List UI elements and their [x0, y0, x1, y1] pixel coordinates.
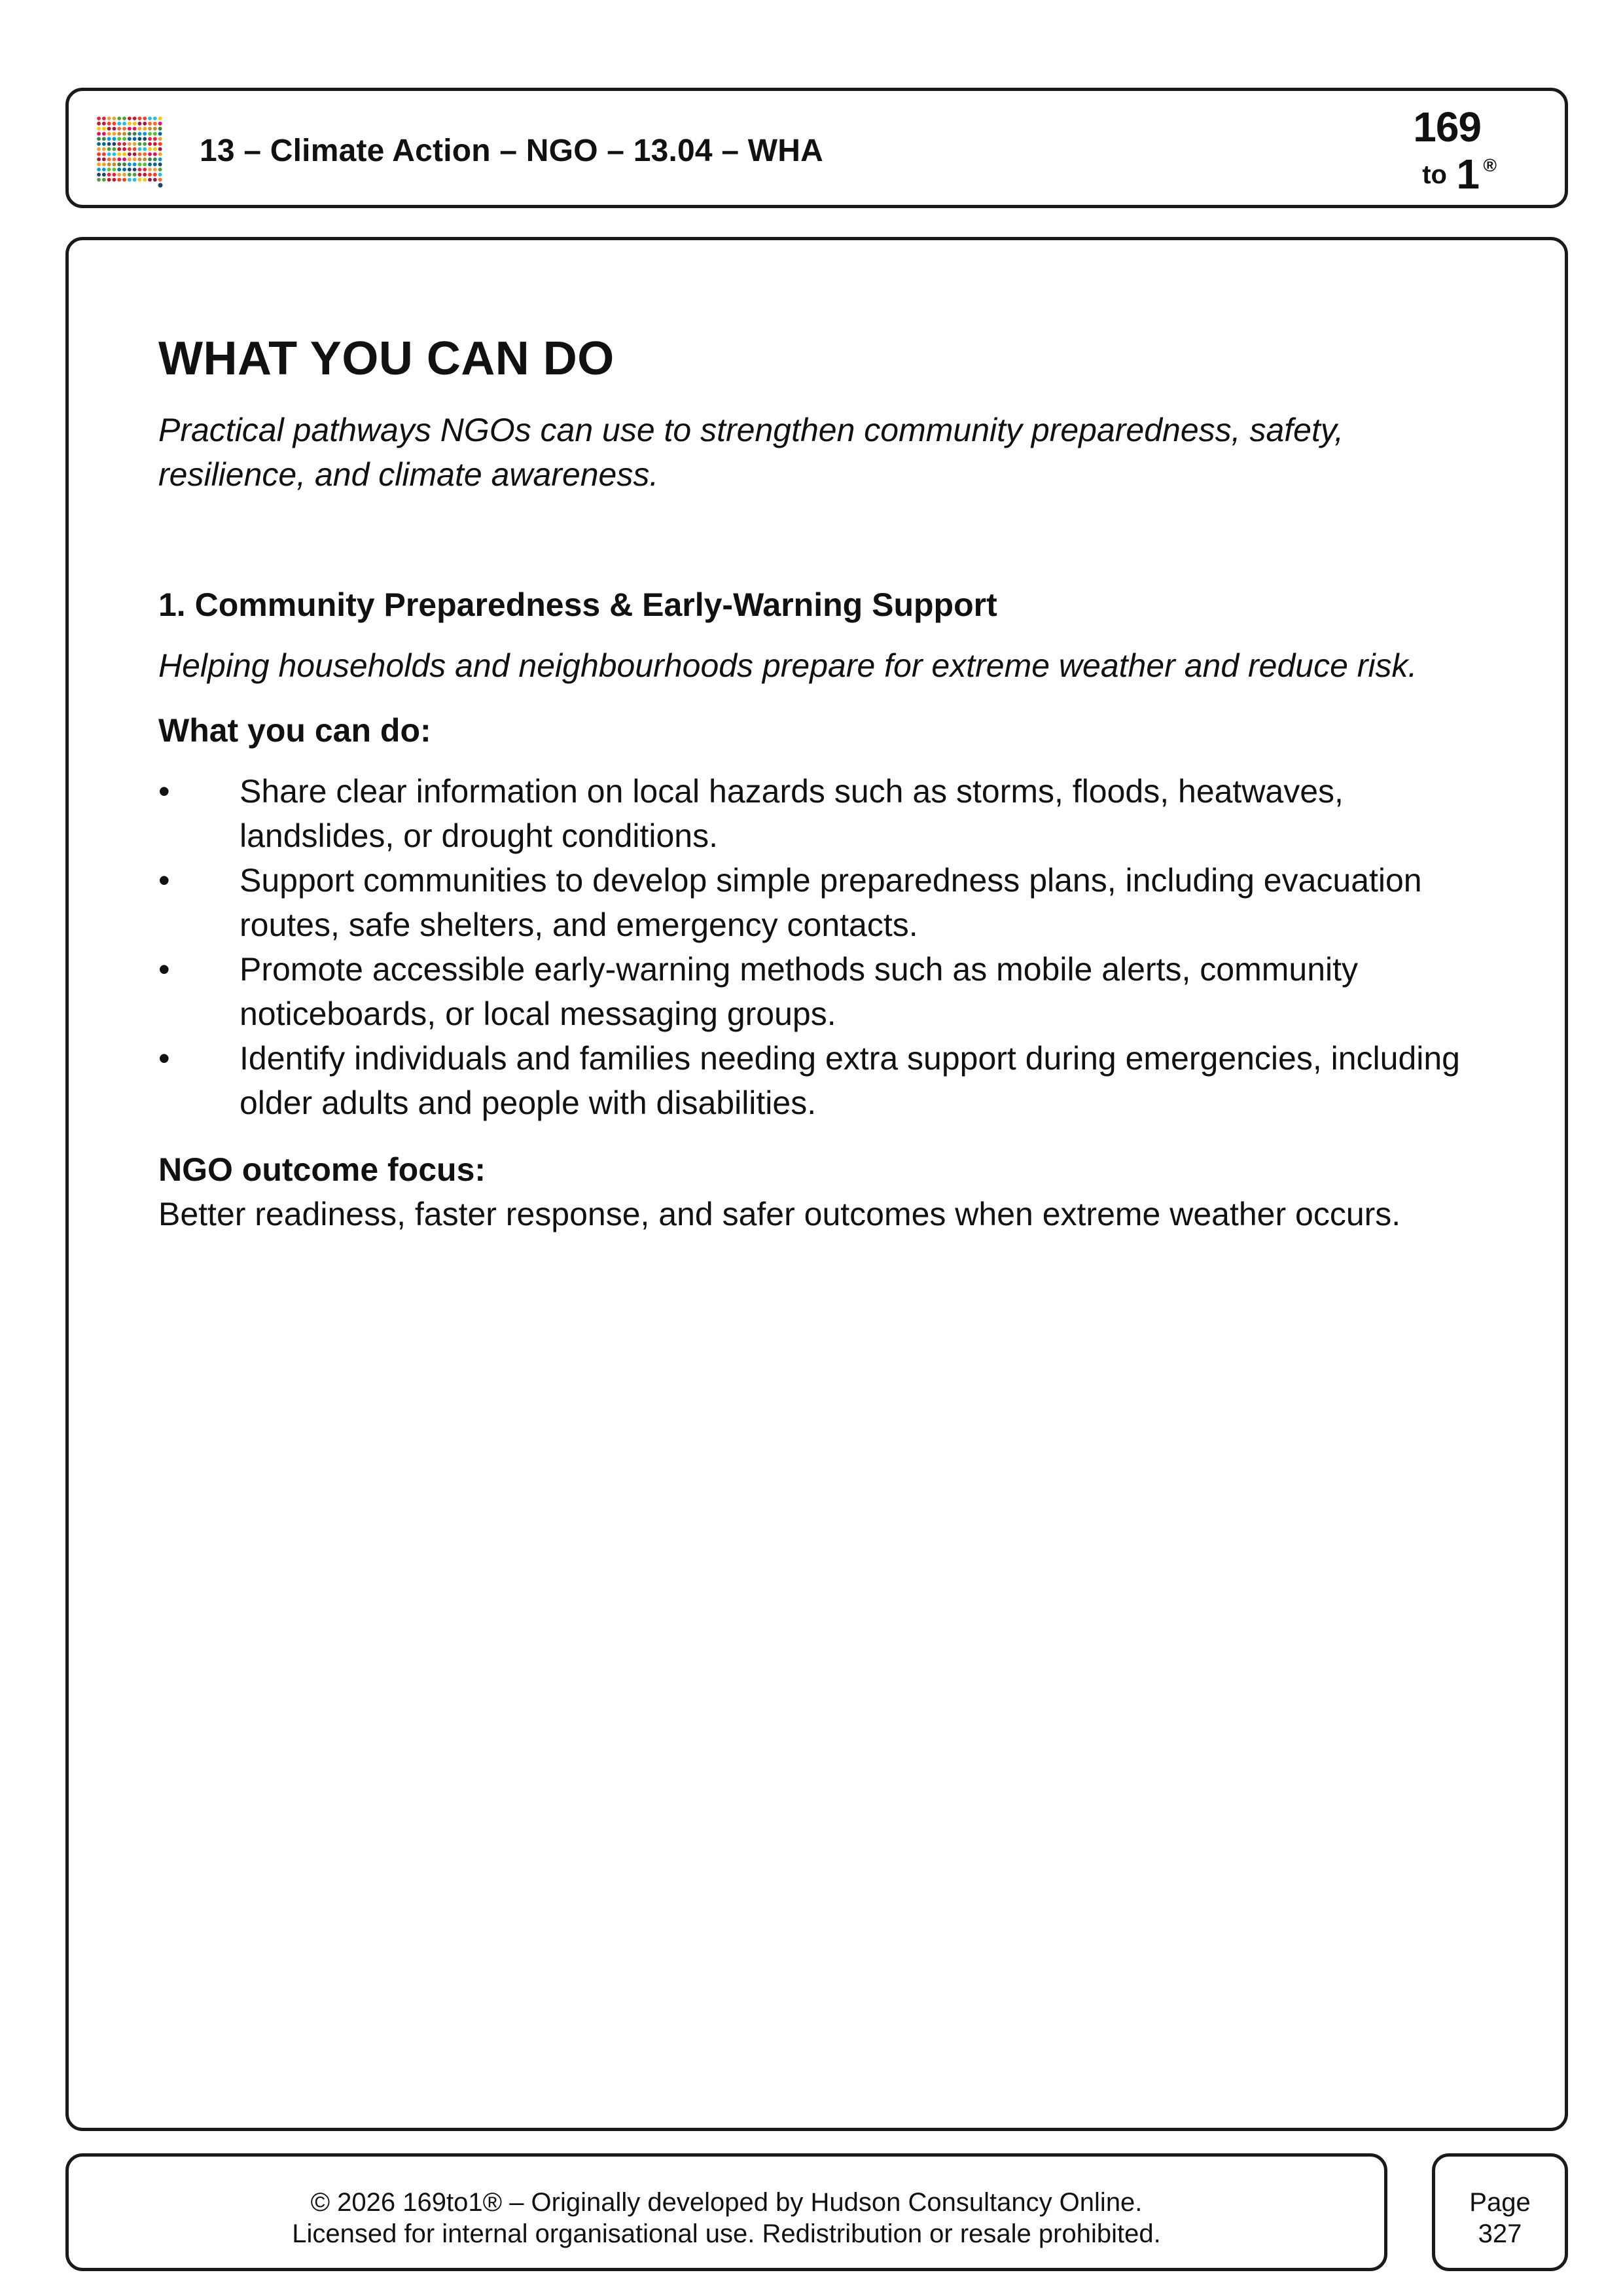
- list-item: [158, 947, 1467, 1036]
- list-item-text: Promote accessible early-warning methods such as mobile alerts, community noticeboards, or local messaging groups.: [240, 951, 1359, 1032]
- copyright-footer: [65, 2153, 1387, 2271]
- brand-logo: [1383, 96, 1507, 201]
- page-intro: Practical pathways NGOs can use to strengthen community preparedness, safety, resilience, and climate awareness.: [158, 412, 1344, 493]
- content-panel: [65, 237, 1568, 2131]
- outcome-label: NGO outcome focus:: [158, 1151, 486, 1188]
- license-line: Licensed for internal organisational use. Redistribution or resale prohibited.: [292, 2219, 1161, 2248]
- bullet-icon: •: [158, 862, 170, 899]
- list-item-text: Share clear information on local hazards such as storms, floods, heatwaves, landslides, or drought conditions.: [240, 773, 1344, 854]
- document-title: 13 – Climate Action – NGO – 13.04 – WHA: [200, 134, 824, 168]
- actions-list: [158, 769, 1467, 1125]
- brand-logo-one: 1: [1456, 151, 1480, 198]
- brand-logo-registered-mark: ®: [1483, 155, 1497, 175]
- actions-label: What you can do:: [158, 712, 431, 749]
- page-number: 327: [1478, 2219, 1522, 2248]
- list-item-text: Identify individuals and families needing extra support during emergencies, including older adults and people with disabilities.: [240, 1040, 1460, 1121]
- content-body: [158, 332, 1467, 1236]
- page-number-box: [1432, 2153, 1568, 2271]
- page-label: Page: [1469, 2188, 1531, 2217]
- copyright-line: © 2026 169to1® – Originally developed by Hudson Consultancy Online.: [310, 2188, 1143, 2217]
- list-item: [158, 858, 1467, 947]
- bullet-icon: •: [158, 1040, 170, 1077]
- section-description: Helping households and neighbourhoods prepare for extreme weather and reduce risk.: [158, 647, 1418, 684]
- outcome-text: Better readiness, faster response, and safer outcomes when extreme weather occurs.: [158, 1196, 1401, 1232]
- brand-logo-number: 169: [1413, 103, 1481, 151]
- list-item: [158, 769, 1467, 858]
- bullet-icon: •: [158, 951, 170, 988]
- section-heading: 1. Community Preparedness & Early-Warning Support: [158, 586, 997, 623]
- brand-logo-to: to: [1422, 160, 1447, 189]
- list-item: [158, 1036, 1467, 1125]
- bullet-icon: •: [158, 773, 170, 810]
- list-item-text: Support communities to develop simple preparedness plans, including evacuation routes, safe shelters, and emergency contacts.: [240, 862, 1422, 943]
- page-title: WHAT YOU CAN DO: [158, 332, 615, 385]
- page-header: [65, 88, 1568, 208]
- sdg-dot-grid-logo-icon: [96, 116, 163, 188]
